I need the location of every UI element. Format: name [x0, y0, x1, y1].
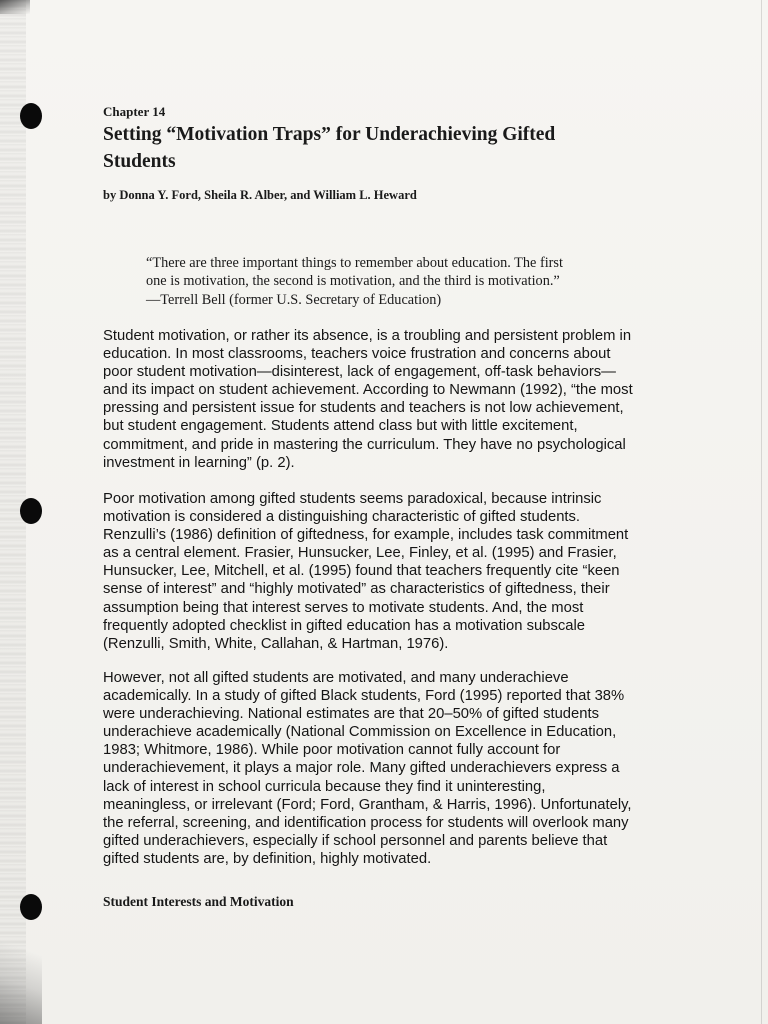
- paragraph-line: as a central element. Frasier, Hunsucker, Lee, Finley, et al. (1995) and Frasier,: [103, 545, 617, 562]
- paragraph-line: the referral, screening, and identification process for students will overlook many: [103, 814, 629, 831]
- chapter-label: Chapter 14: [103, 104, 166, 119]
- scan-edge-line: [761, 0, 762, 1024]
- paragraph-line: gifted students are, by definition, highly motivated.: [103, 850, 432, 867]
- paragraph-line: lack of interest in school curricula because they find it uninteresting,: [103, 778, 546, 795]
- punch-hole: [20, 498, 42, 524]
- paragraph-line: investment in learning” (p. 2).: [103, 454, 295, 471]
- scan-corner-artifact: [0, 0, 30, 14]
- section-heading: Student Interests and Motivation: [103, 894, 294, 909]
- paragraph-line: pressing and persistent issue for students and teachers is not low achievement,: [103, 400, 624, 417]
- paragraph-line: meaningless, or irrelevant (Ford; Ford, Grantham, & Harris, 1996). Unfortunately,: [103, 796, 632, 813]
- body-paragraph: [103, 327, 648, 472]
- paragraph-line: Hunsucker, Lee, Mitchell, et al. (1995) found that teachers frequently cite “keen: [103, 563, 620, 580]
- author-byline: by Donna Y. Ford, Sheila R. Alber, and William L. Heward: [103, 188, 417, 202]
- epigraph-line: one is motivation, the second is motivation, and the third is motivation.”: [146, 273, 560, 290]
- paragraph-line: Poor motivation among gifted students seems paradoxical, because intrinsic: [103, 491, 602, 507]
- paragraph-line: gifted underachievers, especially if school personnel and parents believe that: [103, 832, 608, 849]
- paragraph-line: but student engagement. Students attend class but with little excitement,: [103, 418, 578, 435]
- paragraph-line: and its impact on student achievement. According to Newmann (1992), “the most: [103, 382, 633, 399]
- punch-hole: [20, 103, 42, 129]
- title-line: Setting “Motivation Traps” for Underachieving Gifted: [103, 124, 556, 145]
- paragraph-line: education. In most classrooms, teachers voice frustration and concerns about: [103, 346, 611, 363]
- paragraph-line: motivation is considered a distinguishing characteristic of gifted students.: [103, 509, 581, 526]
- epigraph-line: “There are three important things to remember about education. The first: [146, 255, 563, 271]
- chapter-title: [103, 121, 623, 175]
- paragraph-line: 1983; Whitmore, 1986). While poor motivation cannot fully account for: [103, 742, 561, 759]
- paragraph-line: assumption being that interest serves to motivate students. And, the most: [103, 599, 584, 616]
- paragraph-line: sense of interest” and “highly motivated” as characteristics of giftedness, their: [103, 581, 610, 598]
- paragraph-line: (Renzulli, Smith, White, Callahan, & Hartman, 1976).: [103, 635, 449, 652]
- paragraph-line: However, not all gifted students are motivated, and many underachieve: [103, 670, 569, 686]
- body-paragraph: [103, 669, 648, 868]
- paragraph-line: commitment, and pride in mastering the curriculum. They have no psychological: [103, 436, 626, 453]
- scan-corner-artifact-bottom: [0, 934, 42, 1024]
- punch-hole: [20, 894, 42, 920]
- epigraph: [146, 254, 606, 309]
- paragraph-line: Student motivation, or rather its absence, is a troubling and persistent problem in: [103, 328, 632, 344]
- paragraph-line: academically. In a study of gifted Black students, Ford (1995) reported that 38%: [103, 688, 625, 705]
- body-paragraph: [103, 490, 648, 653]
- paragraph-line: Renzulli’s (1986) definition of giftedness, for example, includes task commitment: [103, 527, 629, 544]
- title-line: Students: [103, 151, 176, 172]
- paragraph-line: underachievement, it plays a major role. Many gifted underachievers express a: [103, 760, 620, 777]
- paragraph-line: were underachieving. National estimates are that 20–50% of gifted students: [103, 706, 599, 723]
- epigraph-attribution: —Terrell Bell (former U.S. Secretary of Education): [146, 291, 442, 308]
- paragraph-line: underachieve academically (National Commission on Excellence in Education,: [103, 724, 617, 741]
- paragraph-line: poor student motivation—disinterest, lack of engagement, off-task behaviors—: [103, 364, 616, 381]
- paragraph-line: frequently adopted checklist in gifted education has a motivation subscale: [103, 617, 586, 634]
